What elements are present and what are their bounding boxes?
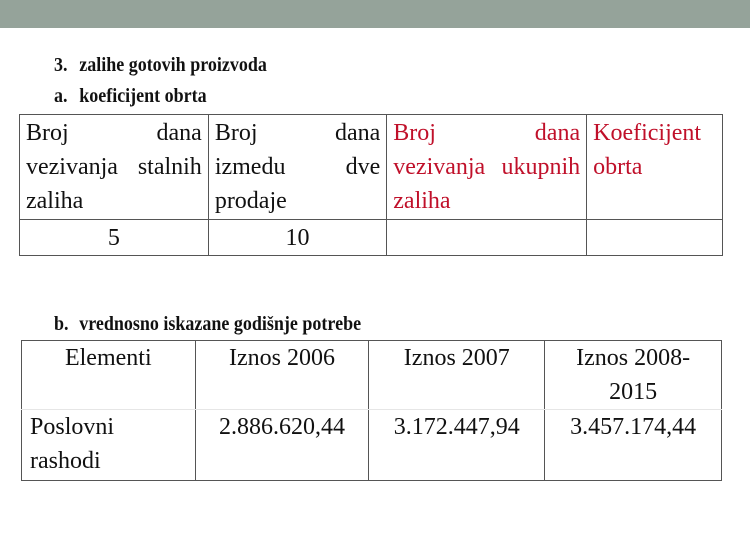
value-cell: 3.172.447,94 [369, 410, 545, 481]
header-cell-koeficijent [587, 115, 723, 220]
header-text: dana [156, 120, 202, 146]
header-cell: Elementi [22, 341, 196, 410]
table-b-header-row [22, 341, 722, 410]
subheading-b [54, 313, 361, 336]
subheading-b-title: vrednosno iskazane godišnje potrebe [79, 313, 362, 335]
row-label: rashodi [30, 448, 101, 474]
table-row [22, 410, 722, 481]
header-text: zaliha [26, 188, 84, 214]
header-text: vezivanja [26, 154, 118, 180]
header-text: obrta [593, 154, 643, 180]
header-text: stalnih [137, 154, 202, 180]
header-text: Broj [214, 120, 258, 146]
section-number: 3. [54, 54, 68, 76]
header-text: Broj [393, 120, 436, 146]
header-text: prodaje [214, 188, 287, 214]
header-text: dve [345, 154, 381, 180]
section-heading [54, 54, 267, 77]
header-text: vezivanja [393, 154, 486, 180]
header-cell-prodaje [208, 115, 386, 220]
header-cell [545, 341, 722, 410]
table-annual-needs [21, 340, 722, 481]
subheading-a-number: a. [54, 85, 68, 107]
header-text: zaliha [393, 188, 451, 214]
section-title: zalihe gotovih proizvoda [79, 54, 267, 76]
table-turnover [19, 114, 723, 256]
table-a-header-row [20, 115, 723, 220]
header-text: izmedu [214, 154, 286, 180]
header-text: Koeficijent [593, 120, 702, 146]
header-text: dana [334, 120, 381, 146]
header-text: 2015 [609, 379, 658, 405]
value-cell: 3.457.174,44 [545, 410, 722, 481]
row-label-cell [22, 410, 196, 481]
header-text: Iznos 2008- [576, 345, 691, 371]
value-cell: 10 [208, 220, 386, 256]
header-cell-stalnih [20, 115, 209, 220]
header-text: ukupnih [501, 154, 581, 180]
subheading-b-number: b. [54, 313, 69, 335]
header-cell: Iznos 2007 [369, 341, 545, 410]
value-cell [587, 220, 723, 256]
table-a-value-row [20, 220, 723, 256]
row-label: Poslovni [30, 414, 115, 440]
subheading-a [54, 85, 207, 108]
header-text: dana [534, 120, 581, 146]
value-cell: 5 [20, 220, 209, 256]
header-cell: Iznos 2006 [195, 341, 369, 410]
value-cell [387, 220, 587, 256]
header-text: Broj [26, 120, 69, 146]
value-cell: 2.886.620,44 [195, 410, 369, 481]
subheading-a-title: koeficijent obrta [79, 85, 207, 107]
header-cell-ukupnih [387, 115, 587, 220]
top-band [0, 0, 750, 28]
